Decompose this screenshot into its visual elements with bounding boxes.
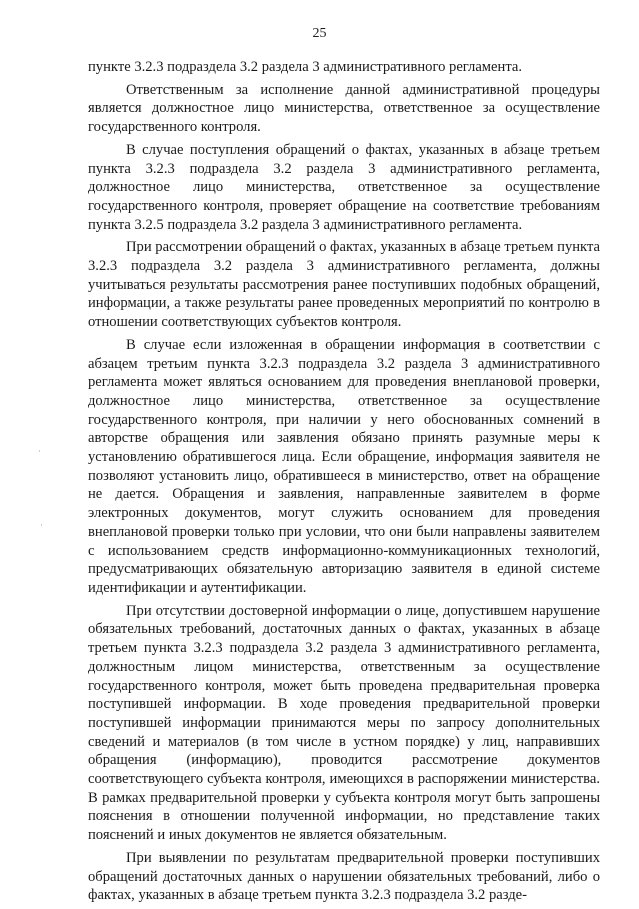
paragraph-consideration: При рассмотрении обращений о фактах, указанных в абзаце третьем пункта 3.2.3 подраздела 3.2 раздела 3 административного регламента, должны учитываться результаты рассмотрения ранее поступивших подобных обращений, информации, а также результаты ранее проведенных мероприятий по контролю в отношении соответствующих субъектов контроля. [88, 239, 600, 331]
paragraph-responsible-person: Ответственным за исполнение данной административной процедуры является должностное лицо министерства, ответственное за осуществление государственного контроля. [88, 81, 600, 136]
paragraph-preliminary-check: При отсутствии достоверной информации о лице, допустившем нарушение обязательных требований, достаточных данных о фактах, указанных в абзаце третьем пункта 3.2.3 подраздела 3.2 раздела 3 административного регламента, должностным лицом министерства, ответственным за осуществление государственного контроля, может быть проведена предварительная проверка поступившей информации. В ходе проведения предварительной проверки поступившей информации принимаются меры по запросу дополнительных сведений и материалов (в том числе в устном порядке) у лиц, направивших обращения (информацию), проводится рассмотрение документов соответствующего субъекта контроля, имеющихся в распоряжении министерства. В рамках предварительной проверки у субъекта контроля могут быть запрошены пояснения в отношении полученной информации, но представление таких пояснений и иных документов не является обязательным. [88, 602, 600, 844]
paragraph-results: При выявлении по результатам предварительной проверки поступивших обращений достаточных данных о нарушении обязательных требований, либо о фактах, указанных в абзаце третьем пункта 3.2.3 подраздела 3.2 разде- [88, 849, 600, 904]
scan-speck: · [40, 520, 43, 530]
paragraph-unscheduled-inspection: В случае если изложенная в обращении информация в соответствии с абзацем третьим пункта 3.2.3 подраздела 3.2 раздела 3 административного регламента может являться основанием для проведения внеплановой проверки, должностное лицо министерства, ответственное за осуществление государственного контроля, при наличии у него обоснованных сомнений в авторстве обращения или заявления обязано принять разумные меры к установлению обратившегося лица. Если обращение, информация заявителя не позволяют установить лицо, обратившееся в министерство, ответ на обращение не дается. Обращения и заявления, направленные заявителем в форме электронных документов, могут служить основанием для проведения внеплановой проверки только при условии, что они были направлены заявителем с использованием средств информационно-коммуникационных технологий, предусматривающих обязательную авторизацию заявителя в единой системе идентификации и аутентификации. [88, 336, 600, 596]
paragraph-incoming-requests: В случае поступления обращений о фактах, указанных в абзаце третьем пункта 3.2.3 подраздела 3.2 раздела 3 административного регламента, должностное лицо министерства, ответственное за осуществление государственного контроля, проверяет обращение на соответствие требованиям пункта 3.2.5 подраздела 3.2 раздела 3 административного регламента. [88, 141, 600, 233]
scan-speck: · [38, 446, 41, 456]
document-body [88, 58, 600, 909]
page-number: 25 [312, 26, 327, 41]
paragraph-continuation: пункте 3.2.3 подраздела 3.2 раздела 3 административного регламента. [88, 59, 523, 75]
